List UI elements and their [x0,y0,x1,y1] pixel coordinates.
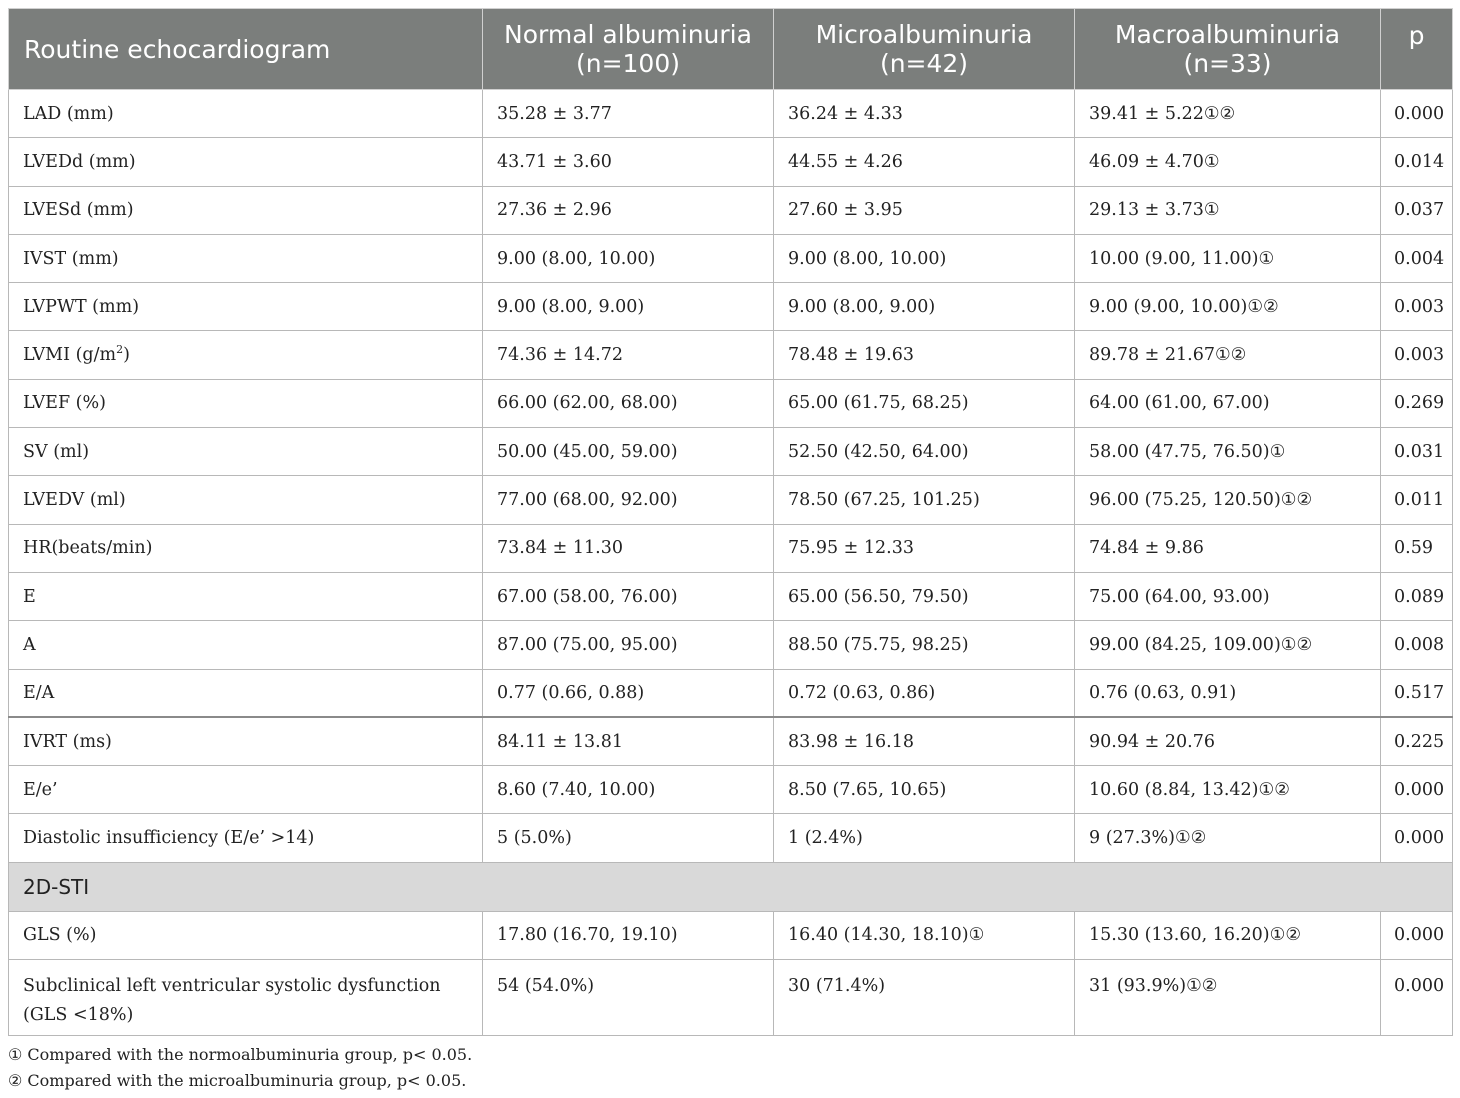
row-label: LVEF (%) [9,379,483,427]
cell-p: 0.031 [1381,428,1453,476]
cell-micro: 52.50 (42.50, 64.00) [774,428,1075,476]
row-label [9,331,483,379]
cell-p: 0.000 [1381,911,1453,959]
cell-micro: 88.50 (75.75, 98.25) [774,621,1075,669]
cell-normal: 87.00 (75.00, 95.00) [483,621,774,669]
cell-macro: 64.00 (61.00, 67.00) [1075,379,1381,427]
cell-normal: 54 (54.0%) [483,960,774,1036]
cell-macro: 10.60 (8.84, 13.42)①② [1075,766,1381,814]
cell-normal: 84.11 ± 13.81 [483,717,774,765]
cell-normal: 9.00 (8.00, 10.00) [483,234,774,282]
row-label-main: LVMI (g/m [23,345,117,366]
cell-micro: 65.00 (61.75, 68.25) [774,379,1075,427]
section-row-2d-sti [9,862,1453,911]
header-microalbuminuria-n: (n=42) [879,49,969,78]
cell-micro: 27.60 ± 3.95 [774,186,1075,234]
header-normal-albuminuria [483,9,774,90]
row-label: E/e’ [9,766,483,814]
row-label: A [9,621,483,669]
cell-p: 0.225 [1381,717,1453,765]
cell-p: 0.008 [1381,621,1453,669]
row-label: LVPWT (mm) [9,283,483,331]
echocardiogram-table [8,8,1453,1036]
cell-normal: 0.77 (0.66, 0.88) [483,669,774,717]
row-label-superscript: 2 [116,343,124,357]
cell-p: 0.003 [1381,283,1453,331]
cell-p: 0.000 [1381,814,1453,862]
table-row [9,814,1453,862]
cell-normal: 5 (5.0%) [483,814,774,862]
cell-micro: 8.50 (7.65, 10.65) [774,766,1075,814]
cell-normal: 8.60 (7.40, 10.00) [483,766,774,814]
cell-p: 0.014 [1381,138,1453,186]
cell-macro: 39.41 ± 5.22①② [1075,90,1381,138]
cell-p: 0.517 [1381,669,1453,717]
row-label: IVST (mm) [9,234,483,282]
cell-micro: 78.48 ± 19.63 [774,331,1075,379]
cell-macro: 9.00 (9.00, 10.00)①② [1075,283,1381,331]
cell-p: 0.269 [1381,379,1453,427]
cell-macro: 31 (93.9%)①② [1075,960,1381,1036]
cell-macro: 90.94 ± 20.76 [1075,717,1381,765]
header-macroalbuminuria-title: Macroalbuminuria [1114,20,1341,49]
table-row [9,428,1453,476]
header-normal-albuminuria-n: (n=100) [575,49,681,78]
cell-p: 0.59 [1381,524,1453,572]
cell-micro: 30 (71.4%) [774,960,1075,1036]
row-label: IVRT (ms) [9,717,483,765]
cell-p: 0.003 [1381,331,1453,379]
cell-normal: 66.00 (62.00, 68.00) [483,379,774,427]
footnote-2: ② Compared with the microalbuminuria group, p< 0.05. [8,1071,467,1090]
row-label: E [9,572,483,620]
cell-macro: 9 (27.3%)①② [1075,814,1381,862]
header-microalbuminuria-title: Microalbuminuria [815,20,1033,49]
cell-normal: 50.00 (45.00, 59.00) [483,428,774,476]
row-label: LVEDV (ml) [9,476,483,524]
table-row [9,621,1453,669]
footnote-1: ① Compared with the normoalbuminuria group, p< 0.05. [8,1045,473,1064]
table-row [9,960,1453,1036]
row-label [9,960,483,1036]
cell-macro: 99.00 (84.25, 109.00)①② [1075,621,1381,669]
table-row [9,476,1453,524]
cell-micro: 44.55 ± 4.26 [774,138,1075,186]
cell-micro: 16.40 (14.30, 18.10)① [774,911,1075,959]
row-label: LAD (mm) [9,90,483,138]
row-label-end: ) [123,345,130,366]
row-label: E/A [9,669,483,717]
cell-micro: 75.95 ± 12.33 [774,524,1075,572]
row-label: SV (ml) [9,428,483,476]
row-label: LVESd (mm) [9,186,483,234]
cell-normal: 74.36 ± 14.72 [483,331,774,379]
header-normal-albuminuria-title: Normal albuminuria [504,20,752,49]
cell-p: 0.000 [1381,766,1453,814]
cell-p: 0.004 [1381,234,1453,282]
row-label-line2: (GLS <18%) [23,1005,134,1026]
cell-micro: 0.72 (0.63, 0.86) [774,669,1075,717]
cell-micro: 9.00 (8.00, 9.00) [774,283,1075,331]
cell-micro: 65.00 (56.50, 79.50) [774,572,1075,620]
cell-normal: 17.80 (16.70, 19.10) [483,911,774,959]
table-row [9,572,1453,620]
cell-p: 0.089 [1381,572,1453,620]
cell-macro: 0.76 (0.63, 0.91) [1075,669,1381,717]
row-label: HR(beats/min) [9,524,483,572]
header-routine-echocardiogram: Routine echocardiogram [9,9,483,90]
cell-normal: 67.00 (58.00, 76.00) [483,572,774,620]
cell-macro: 29.13 ± 3.73① [1075,186,1381,234]
cell-normal: 77.00 (68.00, 92.00) [483,476,774,524]
cell-normal: 9.00 (8.00, 9.00) [483,283,774,331]
header-row [9,9,1453,90]
header-macroalbuminuria [1075,9,1381,90]
row-label: LVEDd (mm) [9,138,483,186]
table-row [9,766,1453,814]
header-microalbuminuria [774,9,1075,90]
header-p: p [1381,9,1453,90]
cell-macro: 96.00 (75.25, 120.50)①② [1075,476,1381,524]
section-label: 2D-STI [9,862,1453,911]
cell-normal: 73.84 ± 11.30 [483,524,774,572]
table-row [9,283,1453,331]
cell-macro: 75.00 (64.00, 93.00) [1075,572,1381,620]
table-row [9,717,1453,765]
table-row [9,90,1453,138]
cell-macro: 46.09 ± 4.70① [1075,138,1381,186]
table-row [9,138,1453,186]
row-label-line1: Subclinical left ventricular systolic dysfunction [23,976,441,997]
cell-p: 0.000 [1381,960,1453,1036]
table-row [9,186,1453,234]
row-label: GLS (%) [9,911,483,959]
cell-micro: 36.24 ± 4.33 [774,90,1075,138]
cell-normal: 35.28 ± 3.77 [483,90,774,138]
cell-macro: 89.78 ± 21.67①② [1075,331,1381,379]
cell-macro: 58.00 (47.75, 76.50)① [1075,428,1381,476]
table-row [9,379,1453,427]
cell-p: 0.011 [1381,476,1453,524]
cell-normal: 43.71 ± 3.60 [483,138,774,186]
cell-p: 0.000 [1381,90,1453,138]
row-label: Diastolic insufficiency (E/e’ >14) [9,814,483,862]
cell-macro: 74.84 ± 9.86 [1075,524,1381,572]
table-row [9,911,1453,959]
table-row [9,669,1453,717]
cell-macro: 15.30 (13.60, 16.20)①② [1075,911,1381,959]
header-macroalbuminuria-n: (n=33) [1183,49,1272,78]
cell-p: 0.037 [1381,186,1453,234]
cell-macro: 10.00 (9.00, 11.00)① [1075,234,1381,282]
cell-micro: 78.50 (67.25, 101.25) [774,476,1075,524]
cell-micro: 83.98 ± 16.18 [774,717,1075,765]
cell-micro: 1 (2.4%) [774,814,1075,862]
table-row [9,234,1453,282]
table-row [9,331,1453,379]
cell-micro: 9.00 (8.00, 10.00) [774,234,1075,282]
cell-normal: 27.36 ± 2.96 [483,186,774,234]
table-row [9,524,1453,572]
